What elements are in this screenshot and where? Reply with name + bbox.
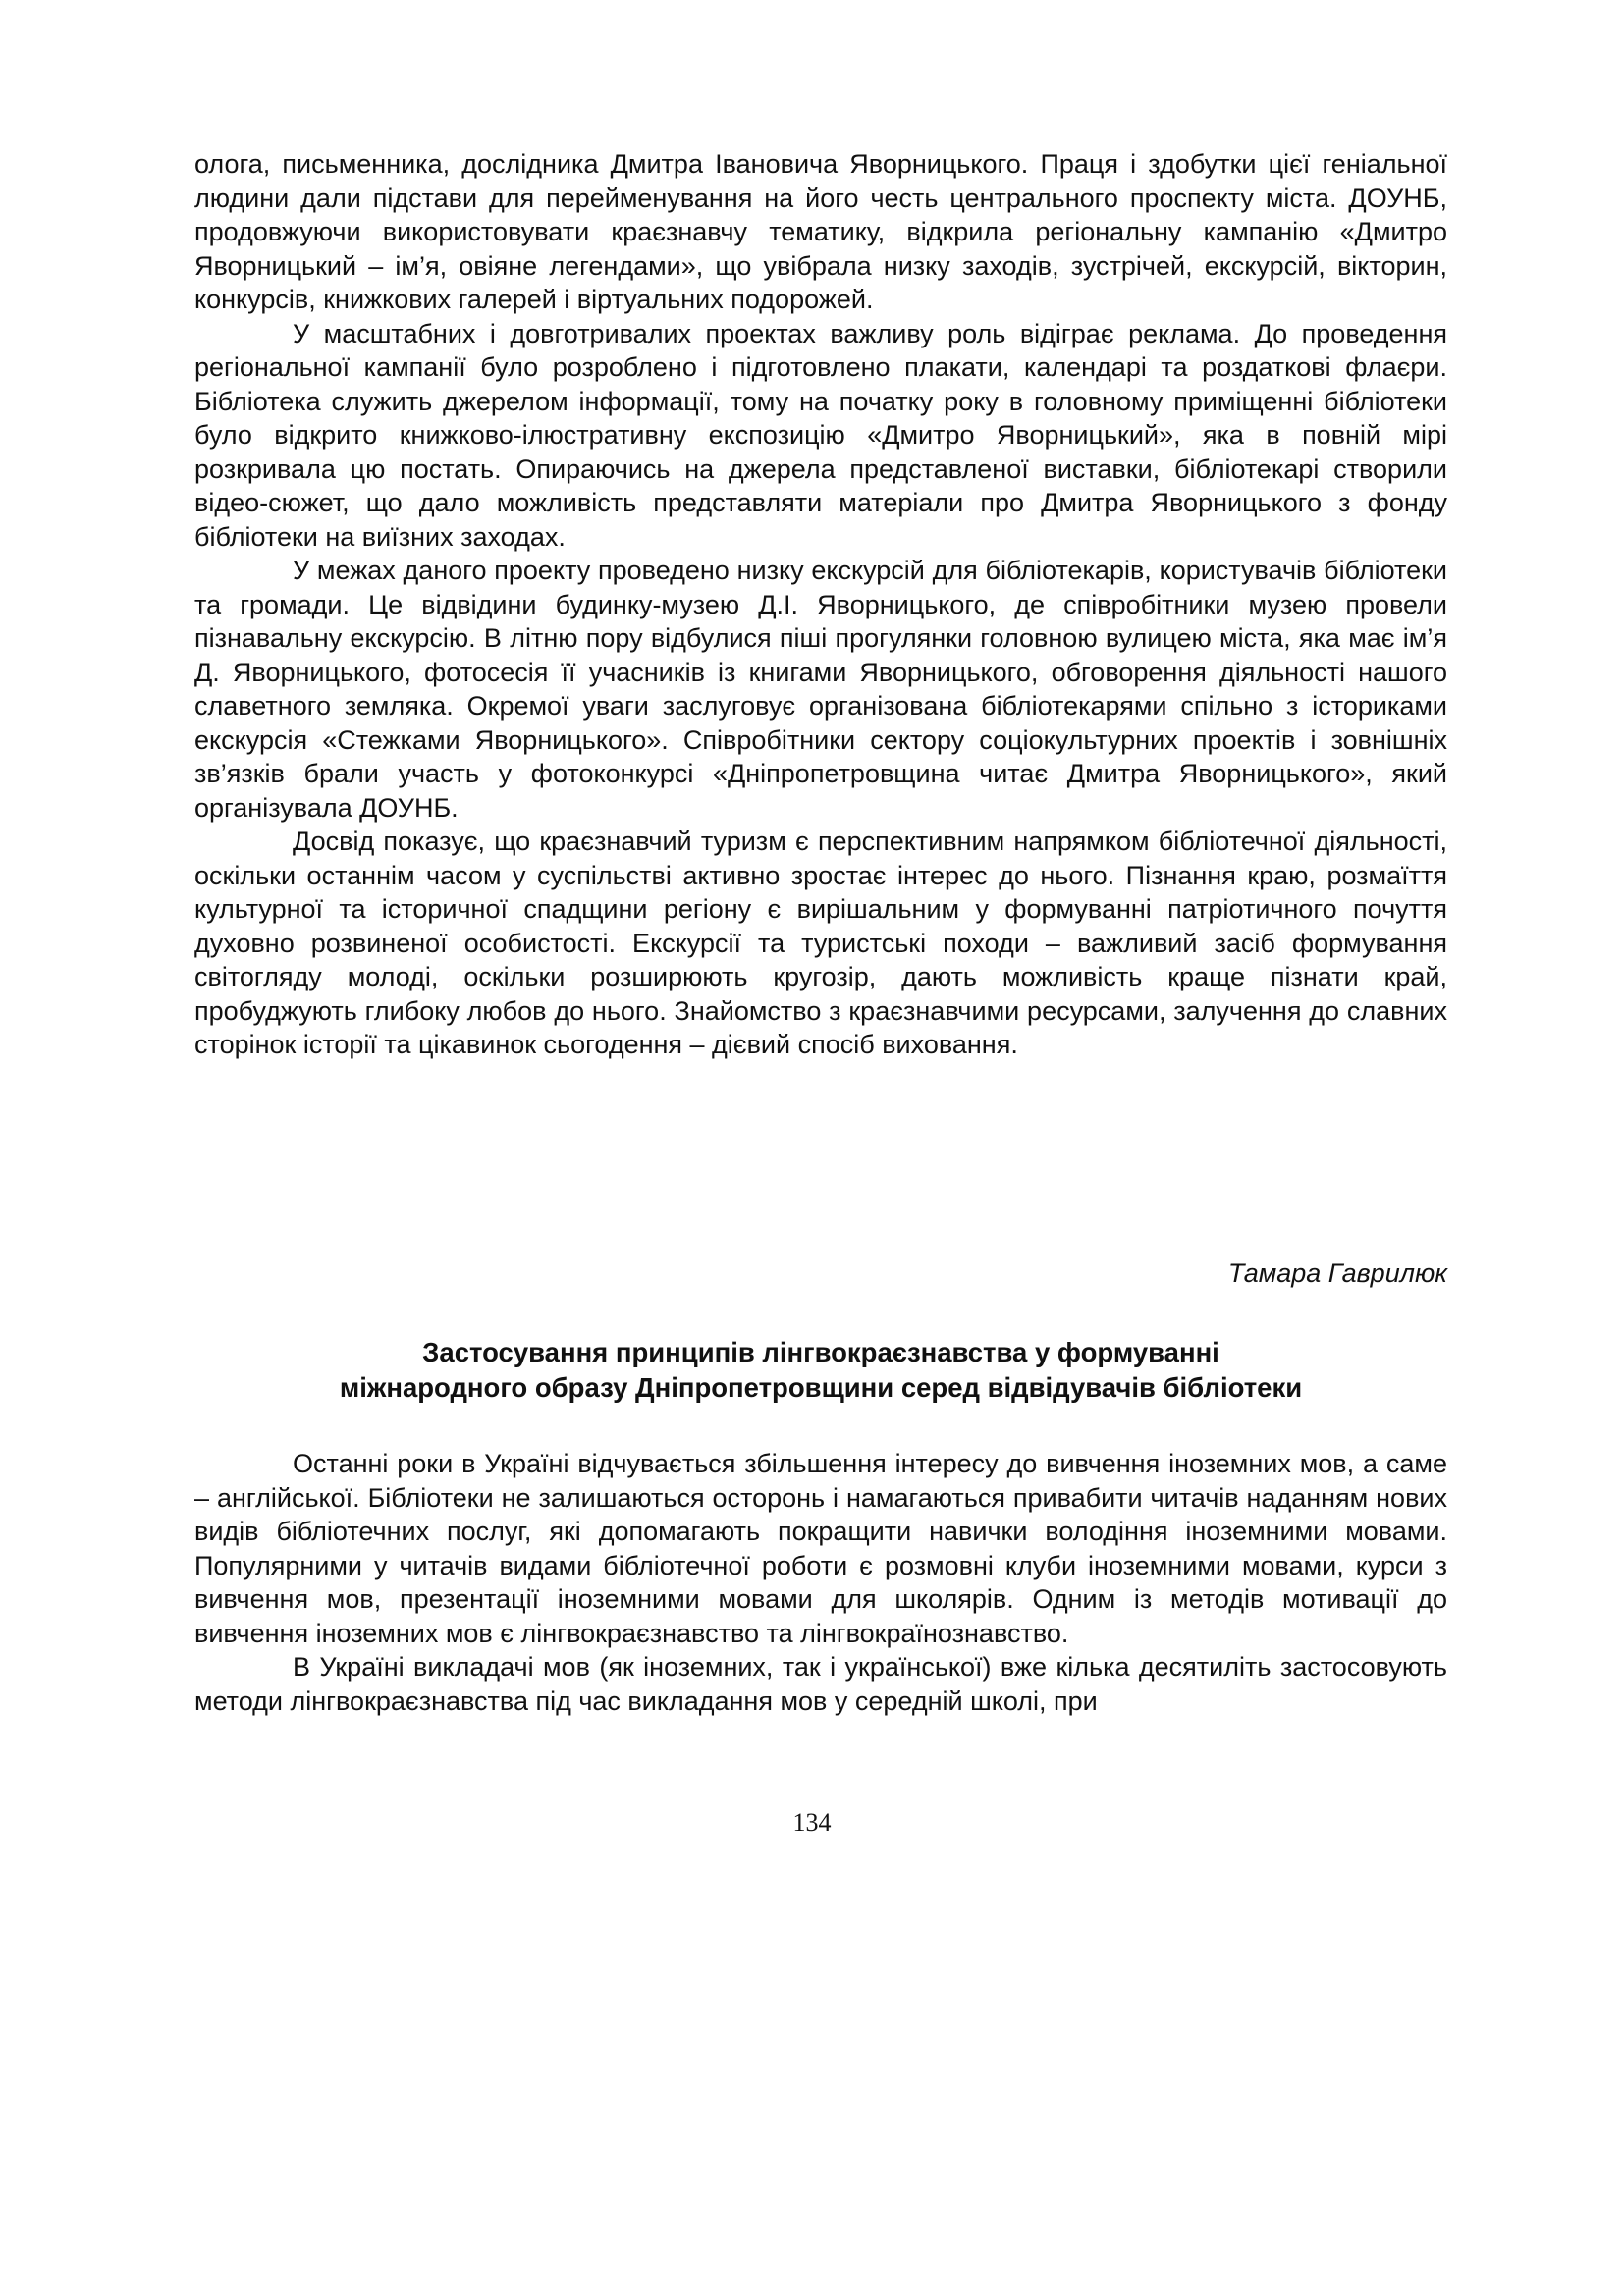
article-title [194, 1335, 1447, 1406]
article-title-line-2: міжнародного образу Дніпропетровщини серед відвідувачів бібліотеки [339, 1372, 1303, 1403]
paragraph-2: У масштабних і довготривалих проектах важливу роль відіграє реклама. До проведення регіональної кампанії було розроблено і підготовлено плакати, календарі та роздаткові флаєри. Бібліотека служить джерелом інформації, тому на початку року в головному приміщенні бібліотеки було відкрито книжково-ілюстративну експозицію «Дмитро Яворницький», яка в повній мірі розкривала цю постать. Опираючись на джерела представленої виставки, бібліотекарі створили відео-сюжет, що дало можливість представляти матеріали про Дмитра Яворницького з фонду бібліотеки на виїзних заходах. [194, 318, 1447, 552]
paragraph-5: Останні роки в Україні відчувається збільшення інтересу до вивчення іноземних мов, а саме – англійської. Бібліотеки не залишаються осторонь і намагаються привабити читачів наданням нових видів бібліотечних послуг, які допомагають покращити навички володіння іноземними мовами. Популярними у читачів видами бібліотечної роботи є розмовні клуби іноземними мовами, курси з вивчення мов, презентації іноземними мовами для школярів. Одним із методів мотивації до вивчення іноземних мов є лінгвокраєзнавство та лінгвокраїнознавство. [194, 1449, 1447, 1648]
article-title-line-1: Застосування принципів лінгвокраєзнавства у формуванні [422, 1337, 1219, 1367]
page-number: 134 [792, 1808, 832, 1837]
article-body [194, 1447, 1447, 1718]
article-continuation [194, 147, 1447, 1062]
paragraph-1: олога, письменника, дослідника Дмитра Івановича Яворницького. Праця і здобутки цієї геніальної людини дали підстави для перейменування на його честь центрального проспекту міста. ДОУНБ, продовжуючи використовувати краєзнавчу тематику, відкрила регіональну кампанію «Дмитро Яворницький – ім’я, овіяне легендами», що увібрала низку заходів, зустрічей, екскурсій, вікторин, конкурсів, книжкових галерей і віртуальних подорожей. [194, 149, 1447, 314]
paragraph-3: У межах даного проекту проведено низку екскурсій для бібліотекарів, користувачів бібліотеки та громади. Це відвідини будинку-музею Д.І. Яворницького, де співробітники музею провели пізнавальну екскурсію. В літню пору відбулися піші прогулянки головною вулицею міста, яка має ім’я Д. Яворницького, фотосесія її учасників із книгами Яворницького, обговорення діяльності нашого славетного земляка. Окремої уваги заслуговує організована бібліотекарями спільно з істориками екскурсія «Стежками Яворницького». Співробітники сектору соціокультурних проектів і зовнішніх зв’язків брали участь у фотоконкурсі «Дніпропетровщина читає Дмитра Яворницького», який організувала ДОУНБ. [194, 556, 1447, 823]
paragraph-6: В Україні викладачі мов (як іноземних, так і української) вже кілька десятиліть застосовують методи лінгвокраєзнавства під час викладання мов у середній школі, при [194, 1652, 1447, 1716]
paragraph-4: Досвід показує, що краєзнавчий туризм є перспективним напрямком бібліотечної діяльності, оскільки останнім часом у суспільстві активно зростає інтерес до нього. Пізнання краю, розмаїття культурної та історичної спадщини регіону є вирішальним у формуванні патріотичного почуття духовно розвиненої особистості. Екскурсії та туристські походи – важливий засіб формування світогляду молоді, оскільки розширюють кругозір, дають можливість краще пізнати край, пробуджують глибоку любов до нього. Знайомство з краєзнавчими ресурсами, залучення до славних сторінок історії та цікавинок сьогодення – дієвий спосіб виховання. [194, 827, 1447, 1059]
article-author: Тамара Гаврилюк [1227, 1258, 1447, 1288]
